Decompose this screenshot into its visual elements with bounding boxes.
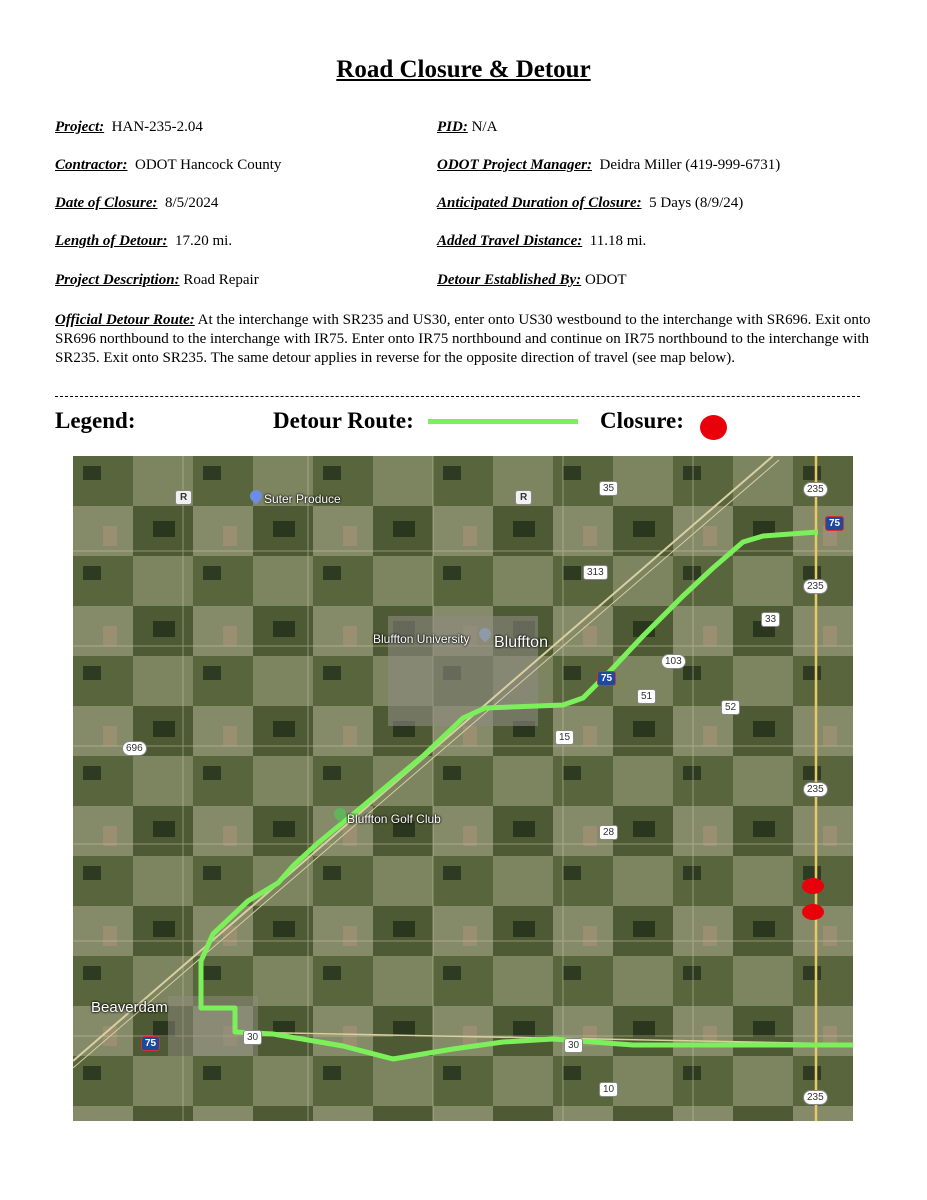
shield-30-east: 30 (564, 1038, 583, 1053)
established-by-field (437, 272, 627, 289)
page-title: Road Closure & Detour (336, 56, 591, 83)
shield-28: 28 (599, 825, 618, 840)
legend-label: Legend: (55, 408, 136, 433)
pid-label: PID: (437, 119, 468, 135)
project-field (55, 119, 203, 136)
description-field (55, 272, 259, 289)
date-of-closure-label: Date of Closure: (55, 195, 158, 211)
place-suter-produce: Suter Produce (264, 492, 341, 506)
contractor-value: ODOT Hancock County (135, 157, 282, 173)
shield-75-bluffton: 75 (597, 671, 616, 686)
shield-235-second: 235 (803, 579, 828, 594)
detour-map[interactable] (73, 456, 853, 1121)
shield-35: 35 (599, 481, 618, 496)
length-field (55, 233, 232, 250)
date-of-closure-field (55, 195, 218, 212)
length-label: Length of Detour: (55, 233, 168, 249)
added-distance-label: Added Travel Distance: (437, 233, 583, 249)
shield-30-west: 30 (243, 1030, 262, 1045)
added-distance-value: 11.18 mi. (589, 233, 647, 249)
route-text: At the interchange with SR235 and US30, enter onto US30 westbound to the interchange with SR696. Exit onto SR696 northbound to the interchange with IR75. Enter onto IR75 northbound and continue on IR75 northbound to the interchange with SR235. Exit onto SR235. The same detour applies in reverse for the opposite direction of travel (see map below). (55, 312, 871, 366)
pid-value: N/A (471, 119, 498, 135)
added-distance-field (437, 233, 646, 250)
shield-75-ne: 75 (825, 516, 844, 531)
shield-696: 696 (122, 741, 147, 756)
shield-52: 52 (721, 700, 740, 715)
official-detour-route (55, 311, 875, 368)
place-bluffton-golf-club: Bluffton Golf Club (347, 812, 441, 826)
manager-value: Deidra Miller (419-999-6731) (599, 157, 781, 173)
date-of-closure-value: 8/5/2024 (165, 195, 219, 211)
legend-closure-label: Closure: (600, 408, 684, 433)
contractor-field (55, 157, 281, 174)
manager-label: ODOT Project Manager: (437, 157, 592, 173)
closure-marker-2 (802, 904, 824, 920)
duration-value: 5 Days (8/9/24) (649, 195, 744, 211)
legend-detour-label: Detour Route: (273, 408, 414, 433)
shield-313: 313 (583, 565, 608, 580)
beaverdam-town-area (168, 996, 258, 1056)
place-bluffton: Bluffton (494, 634, 548, 651)
description-value: Road Repair (183, 272, 259, 288)
shield-51: 51 (637, 689, 656, 704)
pid-field (437, 119, 497, 136)
project-label: Project: (55, 119, 105, 135)
shield-15: 15 (555, 730, 574, 745)
shield-103: 103 (661, 654, 686, 669)
divider (55, 396, 860, 397)
shield-235-bottom: 235 (803, 1090, 828, 1105)
contractor-label: Contractor: (55, 157, 128, 173)
map-canvas (73, 456, 853, 1121)
route-label: Official Detour Route: (55, 312, 195, 328)
place-bluffton-university: Bluffton University (373, 632, 470, 646)
legend-closure-swatch (700, 415, 727, 440)
rest-area-marker-1: R (175, 490, 192, 505)
established-by-value: ODOT (584, 272, 627, 288)
shield-33: 33 (761, 612, 780, 627)
shield-75-beaverdam: 75 (141, 1036, 160, 1051)
closure-marker-1 (802, 878, 824, 894)
shield-10: 10 (599, 1082, 618, 1097)
established-by-label: Detour Established By: (437, 272, 582, 288)
shield-235-mid: 235 (803, 782, 828, 797)
duration-field (437, 195, 743, 212)
manager-field (437, 157, 780, 174)
legend-detour-swatch (428, 419, 578, 424)
shield-235-top: 235 (803, 482, 828, 497)
rest-area-marker-2: R (515, 490, 532, 505)
project-value: HAN-235-2.04 (111, 119, 203, 135)
duration-label: Anticipated Duration of Closure: (437, 195, 642, 211)
length-value: 17.20 mi. (175, 233, 233, 249)
place-beaverdam: Beaverdam (91, 999, 168, 1016)
description-label: Project Description: (55, 272, 180, 288)
